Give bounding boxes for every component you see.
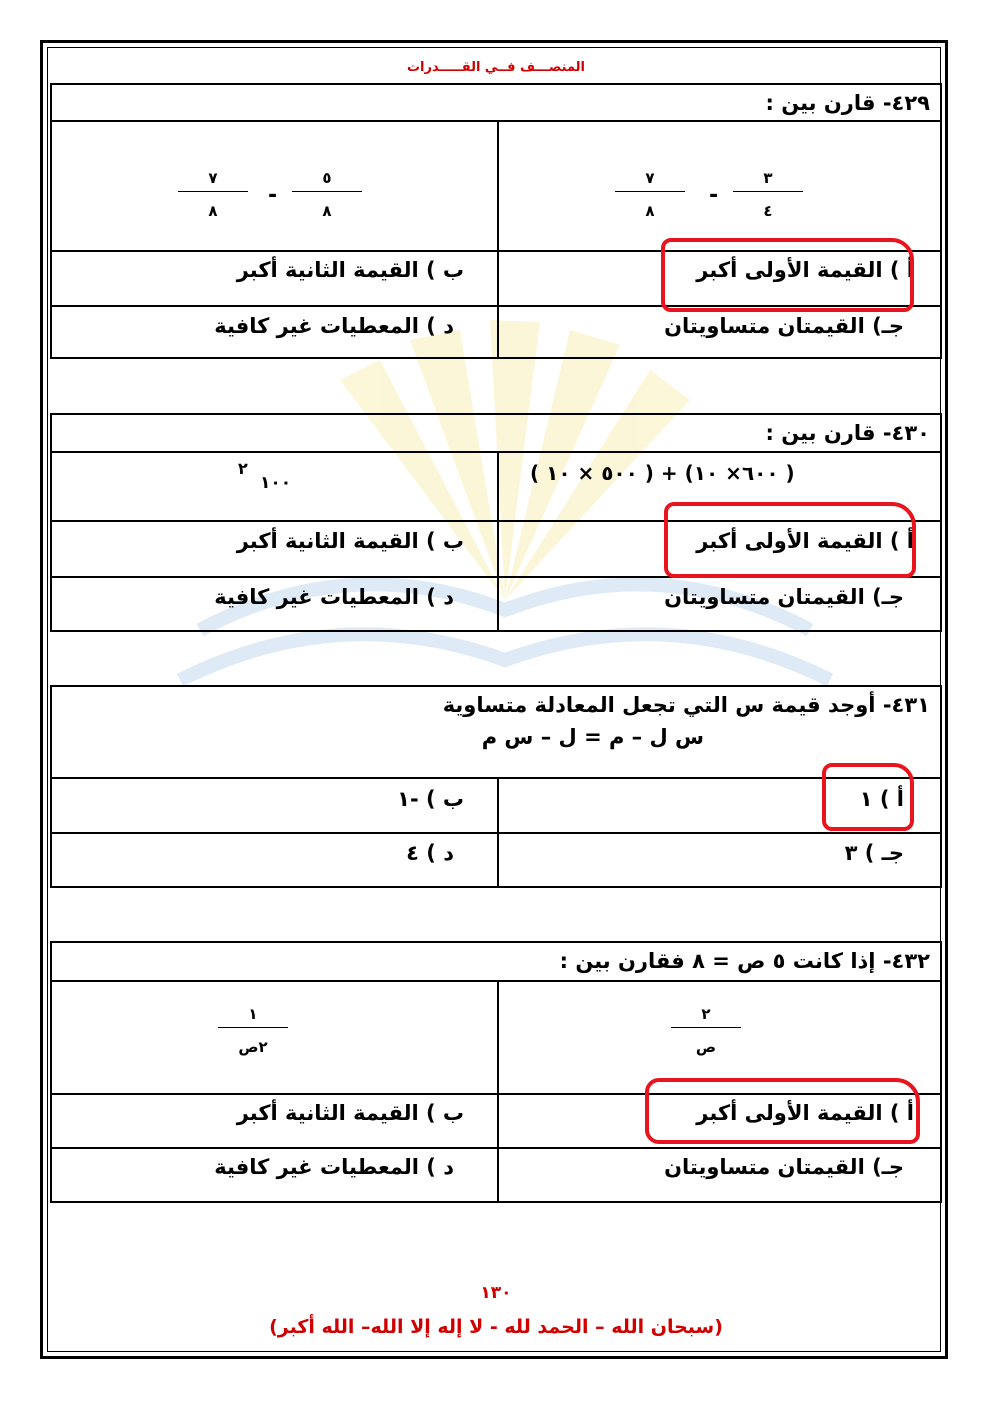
question-431-title-row bbox=[52, 687, 940, 779]
question-432-title: ٤٣٢- إذا كانت ٥ ص = ٨ فقارن بين : bbox=[559, 949, 930, 973]
q429-left-fraction-1: ٥ ٨ bbox=[292, 167, 362, 222]
q429-option-d[interactable]: د ) المعطيات غير كافية bbox=[214, 314, 454, 338]
q430-option-a[interactable]: أ ) القيمة الأولى أكبر bbox=[696, 529, 914, 553]
q429-right-fraction-1: ٣ ٤ bbox=[733, 167, 803, 222]
q431-option-b[interactable]: ب ) -١ bbox=[397, 787, 464, 811]
q430-option-d[interactable]: د ) المعطيات غير كافية bbox=[214, 585, 454, 609]
q432-option-c[interactable]: جـ) القيمتان متساويتان bbox=[664, 1155, 904, 1179]
question-432-table bbox=[50, 941, 942, 1203]
question-431-table bbox=[50, 685, 942, 888]
page-number: ١٣٠ bbox=[480, 1283, 512, 1303]
column-divider bbox=[497, 453, 499, 632]
footer-dhikr: (سبحان الله – الحمد لله - لا إله إلا الله– الله أكبر) bbox=[269, 1316, 723, 1338]
q429-right-minus: - bbox=[709, 183, 719, 208]
q430-left-exponent: ٢ bbox=[238, 459, 248, 478]
answer-mark-q429 bbox=[661, 238, 914, 312]
q432-right-fraction: ٢ ص bbox=[671, 1003, 741, 1058]
row-divider bbox=[52, 832, 940, 834]
row-divider bbox=[52, 1147, 940, 1149]
q429-option-c[interactable]: جـ) القيمتان متساويتان bbox=[664, 314, 904, 338]
q429-left-fraction-2: ٧ ٨ bbox=[178, 167, 248, 222]
q430-right-expression: ( ٥٠٠ × ١٠ ) + (٦٠٠× ١٠ ) bbox=[530, 461, 795, 485]
question-431-equation: س ل – م = ل – س م bbox=[481, 725, 704, 749]
q432-left-fraction: ١ ٢ص bbox=[218, 1003, 288, 1058]
question-432-title-row bbox=[52, 943, 940, 982]
question-429-table bbox=[50, 83, 942, 359]
q430-option-b[interactable]: ب ) القيمة الثانية أكبر bbox=[236, 529, 464, 553]
question-429-title-row bbox=[52, 85, 940, 122]
q431-option-d[interactable]: د ) ٤ bbox=[406, 841, 454, 865]
q431-option-a[interactable]: أ ) ١ bbox=[859, 787, 904, 811]
q429-option-b[interactable]: ب ) القيمة الثانية أكبر bbox=[236, 258, 464, 282]
q430-option-c[interactable]: جـ) القيمتان متساويتان bbox=[664, 585, 904, 609]
question-430-title: ٤٣٠- قارن بين : bbox=[765, 421, 930, 445]
q432-option-a[interactable]: أ ) القيمة الأولى أكبر bbox=[696, 1101, 914, 1125]
question-430-title-row bbox=[52, 415, 940, 453]
q429-right-fraction-2: ٧ ٨ bbox=[615, 167, 685, 222]
answer-mark-q432 bbox=[645, 1078, 920, 1144]
question-431-title: ٤٣١- أوجد قيمة س التي تجعل المعادلة متساوية bbox=[442, 693, 930, 717]
q429-left-minus: - bbox=[268, 183, 278, 208]
page-header-title: المنصـــف فــي القـــــدرات bbox=[406, 60, 585, 75]
q429-option-a[interactable]: أ ) القيمة الأولى أكبر bbox=[696, 258, 914, 282]
q430-left-base: ١٠٠ bbox=[260, 473, 292, 493]
question-429-title: ٤٢٩- قارن بين : bbox=[765, 91, 930, 115]
q432-option-b[interactable]: ب ) القيمة الثانية أكبر bbox=[236, 1101, 464, 1125]
answer-mark-q431 bbox=[822, 763, 914, 831]
column-divider bbox=[497, 122, 499, 359]
q432-option-d[interactable]: د ) المعطيات غير كافية bbox=[214, 1155, 454, 1179]
answer-mark-q430 bbox=[664, 502, 916, 578]
q431-option-c[interactable]: جـ ) ٣ bbox=[844, 841, 904, 865]
